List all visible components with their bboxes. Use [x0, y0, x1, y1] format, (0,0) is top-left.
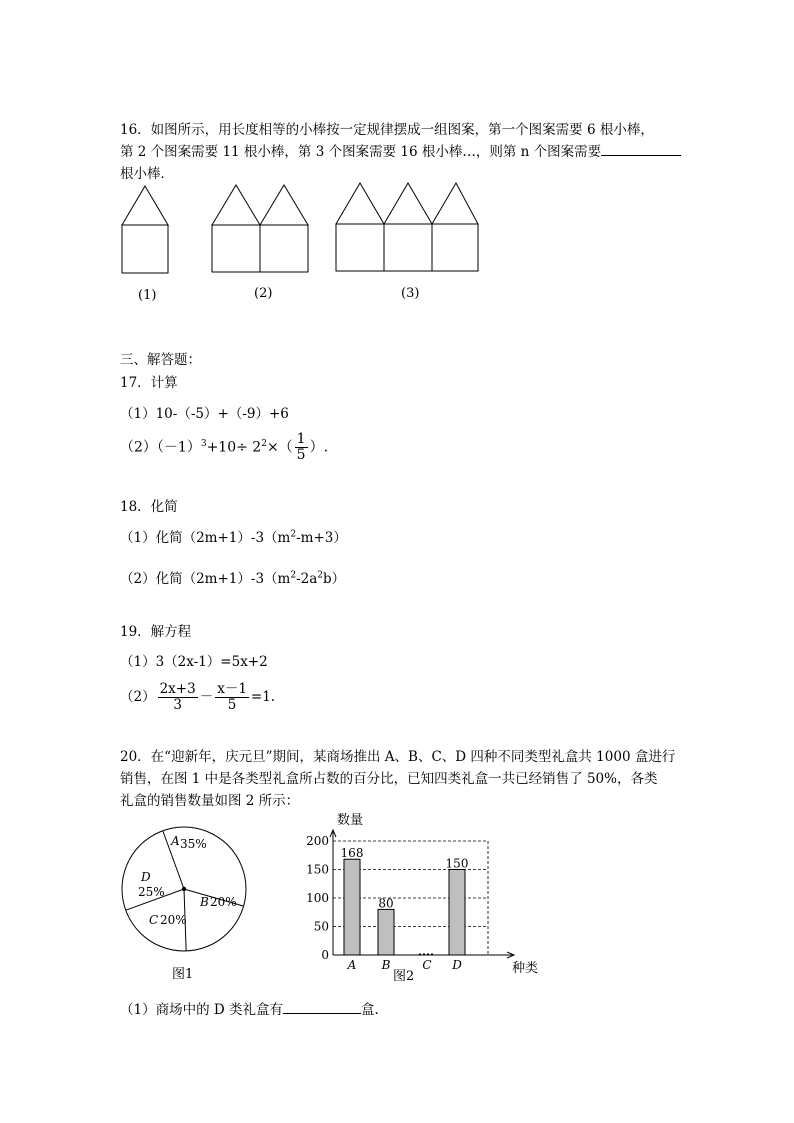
- q19-p2-end: =1.: [250, 689, 276, 705]
- q17-p2-exp2: 2: [261, 438, 267, 449]
- fig3-square-3: [432, 224, 478, 271]
- bar-b: [378, 909, 394, 955]
- q19-f1-num: 2x+3: [159, 681, 196, 697]
- q16-line2: [120, 140, 681, 160]
- q16-line1: 16．如图所示，用长度相等的小棒按一定规律摆成一组图案，第一个图案需要 6 根小棒，: [120, 122, 654, 138]
- pie-value-b: 20%: [210, 895, 237, 909]
- q18-p1-b: -m+3）: [296, 530, 347, 546]
- q17-p2-mid: +10÷ 2: [206, 439, 262, 456]
- fig3-roof-3: [432, 183, 478, 224]
- q18-title: 18．化简: [120, 499, 178, 515]
- q16-line2-text: 第 2 个图案需要 11 根小棒，第 3 个图案需要 16 根小棒…，则第 n 个图案需要: [120, 144, 602, 160]
- q17-fraction: [295, 432, 308, 463]
- bar-value-d: 150: [445, 856, 469, 871]
- q17-p2-prefix: （2）（－1）: [120, 439, 201, 456]
- bar-xlabel: 种类: [512, 961, 539, 976]
- bar-xtick-b: B: [381, 958, 391, 972]
- fig2-square-1: [212, 225, 260, 272]
- fig3-label: (3): [401, 286, 420, 301]
- q16-figures: [110, 178, 490, 308]
- q19-p2-prefix: （2）: [120, 689, 156, 705]
- q16-line3: 根小棒．: [120, 166, 174, 182]
- q18-p2-b: -2a: [296, 571, 318, 587]
- fig3-roof-1: [336, 183, 384, 224]
- q17-p2-end: ）.: [309, 439, 329, 456]
- fig1-square: [122, 225, 168, 273]
- pie-chart: [115, 825, 260, 985]
- fig3-roof-2: [384, 183, 432, 224]
- q20-sub1-a: （1）商场中的 D 类礼盒有: [120, 1002, 283, 1018]
- fig3-square-2: [384, 224, 432, 271]
- bar-ytick-200: 200: [306, 834, 329, 848]
- bar-ylabel: 数量: [337, 813, 364, 828]
- bar-d: [449, 870, 465, 956]
- bar-ytick-100: 100: [306, 891, 329, 905]
- bar-value-b: 80: [378, 896, 394, 911]
- bar-chart: [300, 810, 550, 985]
- q20-line3: 礼盒的销售数量如图 2 所示：: [120, 793, 300, 809]
- fig2-label: (2): [254, 286, 273, 301]
- pie-value-c: 20%: [160, 913, 187, 927]
- q17-title: 17．计算: [120, 375, 178, 391]
- q17-p2-exp: 3: [200, 438, 207, 449]
- bar-value-a: 168: [340, 846, 364, 861]
- q19-fraction-1: [158, 682, 198, 713]
- q19-fraction-2: [215, 682, 249, 713]
- q17-p2-times: ×（: [266, 439, 293, 456]
- q17-part1: （1）10-（-5）+（-9）+6: [120, 406, 289, 422]
- q19-f2-num: x－1: [217, 681, 247, 697]
- q20-sub1-b: 盒.: [361, 1002, 379, 1018]
- bar-ytick-0: 0: [321, 948, 329, 962]
- fig2-roof-2: [260, 185, 308, 225]
- q18-p1-sup: 2: [290, 529, 297, 540]
- pie-label-d: D: [141, 870, 151, 884]
- bar-a: [344, 859, 360, 955]
- q18-p2-a: （2）化简（2m+1）-3（m: [120, 571, 291, 587]
- q18-part2: [120, 567, 345, 587]
- q17-part2: [120, 432, 328, 463]
- pie-label-b: B: [200, 895, 209, 909]
- q20-sub1-blank[interactable]: [283, 999, 361, 1014]
- bar-xtick-d: D: [452, 958, 462, 972]
- bar-ytick-50: 50: [313, 919, 329, 934]
- q19-f1-den: 3: [173, 697, 182, 713]
- pie-label-c: C: [149, 913, 159, 927]
- q18-p2-sup2: 2: [317, 570, 324, 581]
- q20-line1: 20．在“迎新年，庆元旦”期间，某商场推出 A、B、C、D 四种不同类型礼盒共 1000 盒进行: [120, 749, 676, 765]
- q17-frac-den: 5: [296, 447, 306, 463]
- section3-title: 三、解答题：: [120, 352, 201, 368]
- pie-label-a: A: [171, 834, 180, 848]
- q19-minus: －: [199, 689, 214, 705]
- bar-xtick-c: C: [422, 958, 432, 972]
- q16-answer-blank[interactable]: [601, 141, 681, 156]
- q18-p2-sup1: 2: [290, 570, 297, 581]
- fig1-roof: [122, 186, 168, 225]
- q19-part2: [120, 682, 275, 713]
- fig1-label: (1): [138, 288, 157, 303]
- pie-value-d: 25%: [138, 885, 165, 899]
- fig2-square-2: [260, 225, 308, 272]
- q17-frac-num: 1: [296, 431, 306, 447]
- q19-title: 19．解方程: [120, 624, 192, 640]
- q20-line2: 销售，在图 1 中是各类型礼盒所占数的百分比，已知四类礼盒一共已经销售了 50%，各类: [120, 771, 658, 787]
- q18-p2-c: b）: [323, 571, 346, 587]
- bar-ytick-150: 150: [306, 862, 329, 877]
- bar-xtick-a: A: [347, 958, 357, 972]
- fig3-square-1: [336, 224, 384, 271]
- q19-part1: （1）3（2x-1）=5x+2: [120, 654, 268, 670]
- q18-p1-a: （1）化简（2m+1）-3（m: [120, 530, 291, 546]
- pie-title: 图1: [172, 967, 194, 982]
- pie-value-a: 35%: [180, 837, 207, 851]
- q18-part1: [120, 526, 347, 546]
- bar-title: 图2: [393, 969, 415, 984]
- q20-sub1: [120, 998, 379, 1018]
- q19-f2-den: 5: [227, 697, 237, 713]
- fig2-roof-1: [212, 185, 260, 225]
- pie-center-dot: [182, 887, 186, 891]
